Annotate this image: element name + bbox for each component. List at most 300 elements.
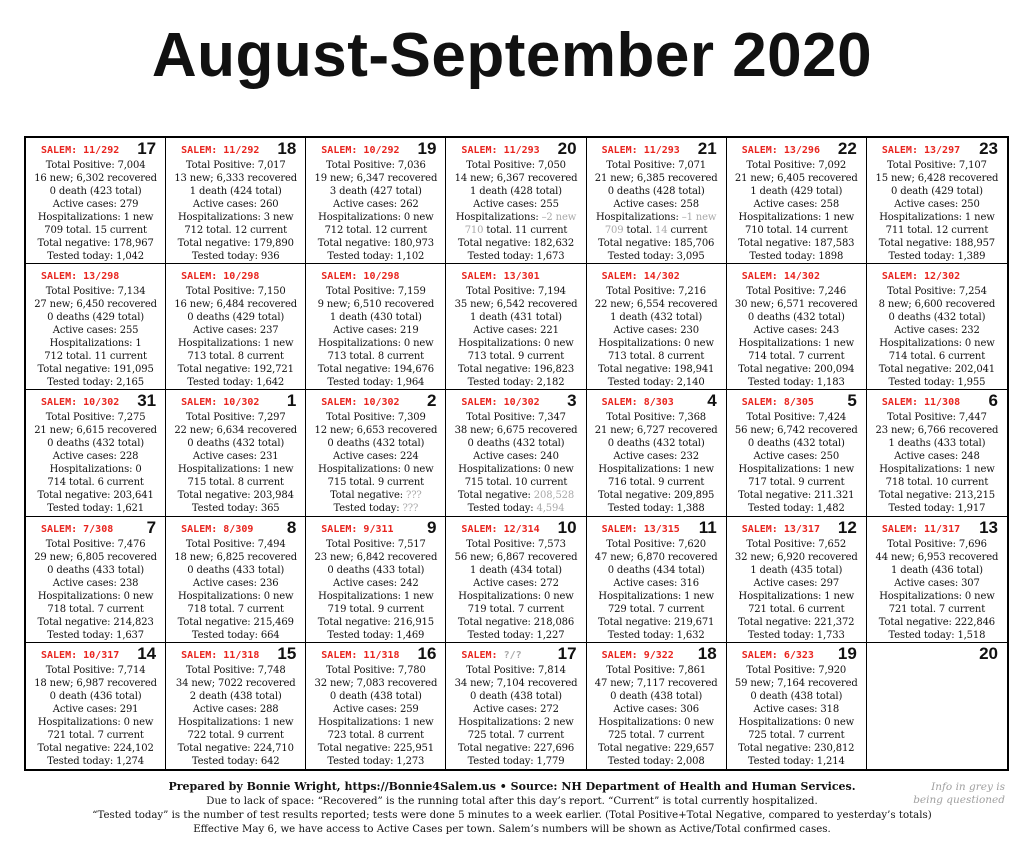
salem-active-total (602, 145, 680, 156)
stat-text: 716 total. 9 current (607, 477, 705, 489)
stat-text: 22 new; 6,634 recovered (174, 425, 298, 437)
stat-line (169, 363, 302, 376)
stat-text: Total negative: 191,095 (37, 364, 154, 376)
stat-text: Tested today: 1,227 (467, 629, 565, 641)
stat-text: Active cases: 316 (613, 577, 699, 589)
day-number: 10 (557, 517, 577, 537)
stat-line (169, 677, 302, 690)
stat-text: Total negative: 185,706 (598, 238, 715, 249)
day-number: 2 (426, 391, 437, 411)
stat-text: 32 new; 7,083 recovered (314, 677, 438, 689)
stat-line (29, 629, 162, 642)
stat-line (730, 463, 863, 476)
day-header (730, 643, 863, 664)
stat-text: Active cases: 262 (333, 199, 419, 210)
stat-text: 721 total. 7 current (47, 729, 144, 741)
stat-text: Tested today: 1,469 (327, 629, 425, 641)
stat-line (309, 677, 442, 690)
stat-line (590, 538, 723, 551)
questioned-value: 14 (655, 225, 668, 236)
stat-line (870, 577, 1004, 590)
stat-text: Total negative: 229,657 (598, 742, 715, 754)
stat-text: 0 death (438 total) (610, 690, 703, 702)
stat-text: Tested today: 1,042 (47, 251, 144, 262)
salem-active-total (742, 271, 820, 282)
stat-text: Hospitalizations: 1 new (177, 338, 294, 350)
stat-line (29, 755, 162, 768)
stat-line (870, 211, 1004, 224)
stat-text: Total Positive: 7,447 (887, 412, 987, 424)
stat-text: Total Positive: 7,004 (45, 160, 146, 171)
stat-text: 47 new; 7,117 recovered (594, 677, 718, 689)
stat-text: 1 deaths (433 total) (888, 438, 986, 450)
stat-text: Tested today: 1,637 (47, 629, 144, 641)
stat-text: Tested today: 1,183 (747, 377, 845, 389)
stat-text: Total negative: 225,951 (317, 742, 434, 754)
stat-text: Total Positive: 7,368 (606, 412, 707, 424)
stat-text: Active cases: 258 (753, 199, 840, 210)
stat-line (730, 629, 863, 642)
stat-text: Active cases: 232 (613, 451, 699, 463)
day-header (590, 391, 723, 411)
stat-text: 1 death (430 total) (329, 312, 422, 324)
stat-line (169, 224, 302, 237)
stat-line (870, 350, 1004, 363)
stat-line (309, 703, 442, 716)
stat-line (730, 551, 863, 564)
stat-text: 1 death (435 total) (750, 564, 843, 576)
stat-line (870, 502, 1004, 515)
stat-line (309, 476, 442, 489)
stat-text: Tested today: 1,673 (467, 251, 565, 262)
salem-segment: SALEM: (461, 649, 504, 661)
stat-text: Total negative: 224,102 (37, 742, 154, 754)
stat-line (590, 616, 723, 629)
stat-line (169, 590, 302, 603)
stat-text: Tested today: 1,214 (747, 755, 845, 767)
stat-line (29, 729, 162, 742)
stat-line (730, 159, 863, 172)
stat-text: Total Positive: 7,517 (325, 538, 426, 550)
stat-line (309, 285, 442, 298)
stat-text: Total negative: 215,469 (177, 616, 294, 628)
salem-segment: SALEM: 14/302 (741, 271, 820, 283)
stat-text: current (667, 225, 708, 236)
stat-line (29, 424, 162, 437)
stat-text: Tested today: 1898 (749, 251, 844, 262)
calendar-day-cell (26, 390, 166, 516)
salem-segment: SALEM: 10/298 (321, 271, 400, 283)
recovered-note: Due to lack of space: “Recovered” is the running total after this day’s report. “Current” is total currently hospitalized. (206, 796, 818, 807)
stat-text: Hospitalizations: 1 (49, 338, 142, 350)
day-number: 17 (557, 643, 577, 663)
stat-text: 59 new; 7,164 recovered (734, 677, 858, 689)
stat-text: Total Positive: 7,814 (466, 664, 566, 676)
stat-text: 721 total. 6 current (748, 603, 845, 615)
stat-text: Hospitalizations: 1 new (879, 212, 995, 223)
stat-line (169, 350, 302, 363)
day-header (870, 391, 1004, 411)
questioned-value: ??? (406, 490, 422, 502)
stat-line (169, 311, 302, 324)
stat-line (449, 703, 582, 716)
salem-active-total (41, 271, 119, 282)
stat-text: Active cases: 260 (192, 199, 279, 210)
stat-line (169, 716, 302, 729)
stat-text: 713 total. 8 current (187, 351, 284, 363)
stat-text: Active cases: 236 (192, 577, 279, 589)
calendar-day-cell (867, 138, 1007, 264)
stat-line (169, 742, 302, 755)
stat-text: 729 total. 7 current (607, 603, 705, 615)
salem-active-total (602, 524, 680, 535)
day-number: 20 (979, 643, 998, 663)
stat-text: Hospitalizations: 1 new (177, 716, 294, 728)
day-header (169, 391, 302, 411)
stat-line (449, 298, 582, 311)
stat-line (590, 450, 723, 463)
calendar-day-cell (587, 643, 727, 769)
stat-line (449, 411, 582, 424)
stat-text: 34 new; 7022 recovered (175, 677, 296, 689)
salem-active-total (321, 145, 399, 156)
stat-line (169, 629, 302, 642)
stat-line (309, 463, 442, 476)
stat-text: Total Positive: 7,780 (325, 664, 426, 676)
salem-segment: SALEM: 11/292 (181, 145, 260, 156)
calendar-day-cell (26, 643, 166, 769)
stat-line (730, 424, 863, 437)
stat-line (870, 489, 1004, 502)
stat-line (309, 538, 442, 551)
stat-line (309, 250, 442, 263)
stat-line (590, 437, 723, 450)
salem-active-total (321, 271, 399, 282)
stat-text: Tested today: 1,482 (747, 503, 845, 515)
stat-text: Total Positive: 7,573 (466, 538, 566, 550)
stat-line (590, 185, 723, 198)
stat-line (29, 603, 162, 616)
stat-line (730, 324, 863, 337)
stat-line (590, 298, 723, 311)
stat-line (730, 603, 863, 616)
stat-line (870, 424, 1004, 437)
stat-text: Total negative: 227,696 (457, 742, 575, 754)
stat-text: 0 deaths (432 total) (327, 438, 425, 450)
day-number: 8 (286, 517, 297, 537)
stat-line (309, 716, 442, 729)
calendar-day-cell (587, 138, 727, 264)
stat-line (730, 716, 863, 729)
stat-line (730, 677, 863, 690)
stat-text: Hospitalizations: 0 new (458, 590, 574, 602)
stat-text: 715 total. 8 current (187, 477, 284, 489)
stat-line (449, 664, 582, 677)
stat-text: Active cases: 221 (473, 325, 559, 337)
stat-line (169, 172, 302, 185)
stat-line (169, 198, 302, 211)
stat-text: Total negative: 224,710 (177, 742, 294, 754)
day-header (449, 643, 582, 664)
stat-line (590, 716, 723, 729)
questioned-value: –1 new (681, 212, 717, 223)
stat-text: 47 new; 6,870 recovered (594, 551, 718, 563)
calendar-day-cell (587, 390, 727, 516)
day-header (309, 643, 442, 664)
stat-text: 710 total. 14 current (744, 225, 848, 236)
day-header (449, 517, 582, 538)
stat-text: 13 new; 6,333 recovered (174, 173, 298, 184)
stat-text: Total negative: 218,086 (457, 616, 575, 628)
salem-segment: SALEM: 8/309 (181, 523, 254, 535)
stat-text: Tested today: 642 (191, 755, 280, 767)
stat-line (590, 590, 723, 603)
stat-line (169, 551, 302, 564)
stat-line (309, 337, 442, 350)
stat-text: Total Positive: 7,652 (746, 538, 847, 550)
stat-text: 714 total. 6 current (888, 351, 986, 363)
stat-line (29, 577, 162, 590)
stat-text: Tested today: 1,733 (747, 629, 845, 641)
salem-segment: SALEM: 13/301 (461, 271, 540, 283)
salem-segment: SALEM: 10/302 (41, 397, 120, 409)
stat-line (590, 577, 723, 590)
calendar-day-cell (446, 138, 586, 264)
stat-text: Total negative: 202,041 (878, 364, 996, 376)
stat-line (169, 703, 302, 716)
stat-line (730, 590, 863, 603)
stat-line (29, 250, 162, 263)
stat-text: 1 death (436 total) (890, 564, 983, 576)
stat-text: 32 new; 6,920 recovered (734, 551, 858, 563)
stat-text: 21 new; 6,727 recovered (594, 425, 718, 437)
stat-text: Active cases: 243 (753, 325, 840, 337)
day-number: 7 (146, 517, 157, 537)
stat-line (169, 664, 302, 677)
stat-text: 0 deaths (433 total) (187, 564, 285, 576)
stat-text: Tested today: (467, 503, 537, 515)
salem-active-total (321, 524, 393, 535)
stat-text: Total negative: 188,957 (878, 238, 996, 249)
salem-active-total (602, 271, 680, 282)
salem-segment: SALEM: 13/296 (741, 145, 820, 156)
active-cases-note: Effective May 6, we have access to Active Cases per town. Salem’s numbers will be shown as Active/Total confirmed cases. (193, 824, 831, 835)
stat-text: Active cases: 238 (52, 577, 139, 589)
salem-segment: SALEM: 8/305 (741, 397, 814, 409)
stat-text: Hospitalizations: 0 new (598, 716, 714, 728)
calendar-day-cell (727, 138, 867, 264)
stat-line (590, 677, 723, 690)
calendar-day-cell (727, 643, 867, 769)
stat-line (309, 551, 442, 564)
stat-text: 0 deaths (433 total) (327, 564, 425, 576)
stat-text: Total negative: 203,641 (37, 490, 154, 502)
salem-segment: SALEM: 8/303 (601, 397, 674, 409)
stat-text: 18 new; 6,987 recovered (34, 677, 157, 689)
stat-text: 712 total. 12 current (324, 225, 428, 236)
stat-text: 0 deaths (432 total) (747, 438, 845, 450)
stat-text: Hospitalizations: (595, 212, 682, 223)
stat-text: Active cases: 248 (894, 451, 980, 463)
stat-text: Total Positive: 7,092 (746, 160, 847, 171)
calendar-day-cell (727, 517, 867, 643)
salem-segment: SALEM: 10/302 (321, 397, 400, 409)
day-number: 4 (707, 391, 717, 411)
stat-line (870, 185, 1004, 198)
day-number: 20 (557, 139, 577, 158)
stat-text: 723 total. 8 current (327, 729, 425, 741)
stat-line (590, 551, 723, 564)
stat-line (730, 298, 863, 311)
day-header (590, 139, 723, 159)
stat-text: Total negative: 203,984 (177, 490, 294, 502)
calendar-day-cell (867, 517, 1007, 643)
stat-text: 0 deaths (428 total) (607, 186, 705, 197)
day-number: 22 (837, 139, 857, 158)
stat-text: Total negative: 179,890 (177, 238, 294, 249)
salem-segment: SALEM: 7/308 (41, 523, 114, 535)
stat-text: 718 total. 10 current (885, 477, 989, 489)
stat-line (309, 350, 442, 363)
stat-line (590, 489, 723, 502)
stat-line (449, 564, 582, 577)
stat-text: 713 total. 8 current (327, 351, 425, 363)
stat-line (169, 437, 302, 450)
salem-segment: SALEM: 13/315 (601, 523, 680, 535)
day-header (169, 268, 302, 285)
calendar-day-cell (587, 264, 727, 390)
salem-active-total (181, 271, 259, 282)
salem-segment: SALEM: 9/311 (321, 523, 394, 535)
stat-text: 0 death (438 total) (470, 690, 562, 702)
stat-line (449, 376, 582, 389)
stat-text: 0 death (436 total) (49, 690, 142, 702)
stat-line (870, 376, 1004, 389)
stat-text: Hospitalizations: 0 new (879, 590, 995, 602)
stat-line (449, 424, 582, 437)
stat-line (590, 350, 723, 363)
stat-line (29, 677, 162, 690)
salem-segment: SALEM: 10/292 (321, 145, 400, 156)
stat-text: Hospitalizations: 0 new (598, 338, 714, 350)
stat-text: 0 death (438 total) (750, 690, 843, 702)
day-number: 17 (137, 139, 157, 158)
salem-active-total (41, 397, 119, 408)
salem-active-total (321, 397, 399, 408)
salem-segment: SALEM: 14/302 (601, 271, 680, 283)
stat-line (29, 324, 162, 337)
stat-text: Total negative: 213,215 (878, 490, 996, 502)
day-header (29, 517, 162, 538)
stat-text: Total Positive: 7,494 (185, 538, 286, 550)
salem-segment: SALEM: 12/314 (461, 523, 540, 535)
stat-text: 0 death (438 total) (329, 690, 422, 702)
stat-line (29, 742, 162, 755)
stat-line (730, 185, 863, 198)
stat-text: 14 new; 6,367 recovered (454, 173, 578, 184)
stat-text: 0 deaths (432 total) (607, 438, 705, 450)
stat-text: 30 new; 6,571 recovered (734, 299, 858, 311)
day-number: 23 (979, 139, 998, 158)
stat-line (449, 677, 582, 690)
stat-line (590, 729, 723, 742)
day-header (449, 139, 582, 159)
stat-text: Hospitalizations: 1 new (598, 464, 714, 476)
stat-text: Active cases: 297 (753, 577, 840, 589)
stat-line (449, 729, 582, 742)
stat-line (590, 159, 723, 172)
stat-text: Active cases: 230 (613, 325, 699, 337)
stat-line (449, 337, 582, 350)
stat-line (309, 742, 442, 755)
stat-text: 22 new; 6,554 recovered (594, 299, 718, 311)
day-header (730, 391, 863, 411)
stat-line (590, 250, 723, 263)
stat-line (449, 172, 582, 185)
stat-line (29, 616, 162, 629)
stat-text: Hospitalizations: 0 new (318, 338, 434, 350)
stat-text: Total Positive: 7,071 (606, 160, 707, 171)
stat-line (590, 411, 723, 424)
salem-segment: SALEM: 13/317 (741, 523, 820, 535)
salem-active-total (461, 524, 539, 535)
day-header (309, 268, 442, 285)
stat-text: 21 new; 6,615 recovered (34, 425, 157, 437)
stat-line (169, 159, 302, 172)
stat-line (29, 159, 162, 172)
stat-text: 23 new; 6,842 recovered (314, 551, 438, 563)
calendar-day-cell (446, 264, 586, 390)
day-number: 5 (847, 391, 857, 411)
day-number: 3 (567, 391, 577, 411)
stat-line (590, 285, 723, 298)
stat-line (169, 337, 302, 350)
stat-line (730, 411, 863, 424)
stat-line (169, 250, 302, 263)
stat-text: Tested today: 1,964 (327, 377, 425, 389)
stat-line (730, 729, 863, 742)
day-header (870, 643, 1004, 664)
stat-line (29, 703, 162, 716)
stat-text: Active cases: 259 (333, 703, 419, 715)
stat-line (309, 237, 442, 250)
stat-line (730, 450, 863, 463)
stat-text: Tested today: 1,274 (47, 755, 144, 767)
stat-text: Hospitalizations: 2 new (458, 716, 574, 728)
stat-line (870, 564, 1004, 577)
stat-text: Tested today: 3,095 (607, 251, 705, 262)
stat-text: Tested today: 1,273 (327, 755, 425, 767)
stat-line (29, 237, 162, 250)
stat-line (730, 437, 863, 450)
stat-text: Total Positive: 7,036 (325, 160, 426, 171)
day-number: 12 (837, 517, 857, 537)
stat-text: Total Positive: 7,159 (325, 286, 426, 298)
stat-text: 0 deaths (432 total) (47, 438, 145, 450)
stat-line (870, 337, 1004, 350)
day-number: 6 (988, 391, 998, 411)
questioned-value: 709 (604, 225, 624, 236)
stat-line (309, 590, 442, 603)
day-number: 13 (979, 517, 998, 537)
stat-text: 3 death (427 total) (329, 186, 422, 197)
stat-text: Hospitalizations: 0 new (738, 716, 854, 728)
stat-line (309, 172, 442, 185)
day-header (730, 517, 863, 538)
stat-text: 44 new; 6,953 recovered (875, 551, 999, 563)
stat-text: Total Positive: 7,254 (887, 286, 987, 298)
stat-line (29, 664, 162, 677)
